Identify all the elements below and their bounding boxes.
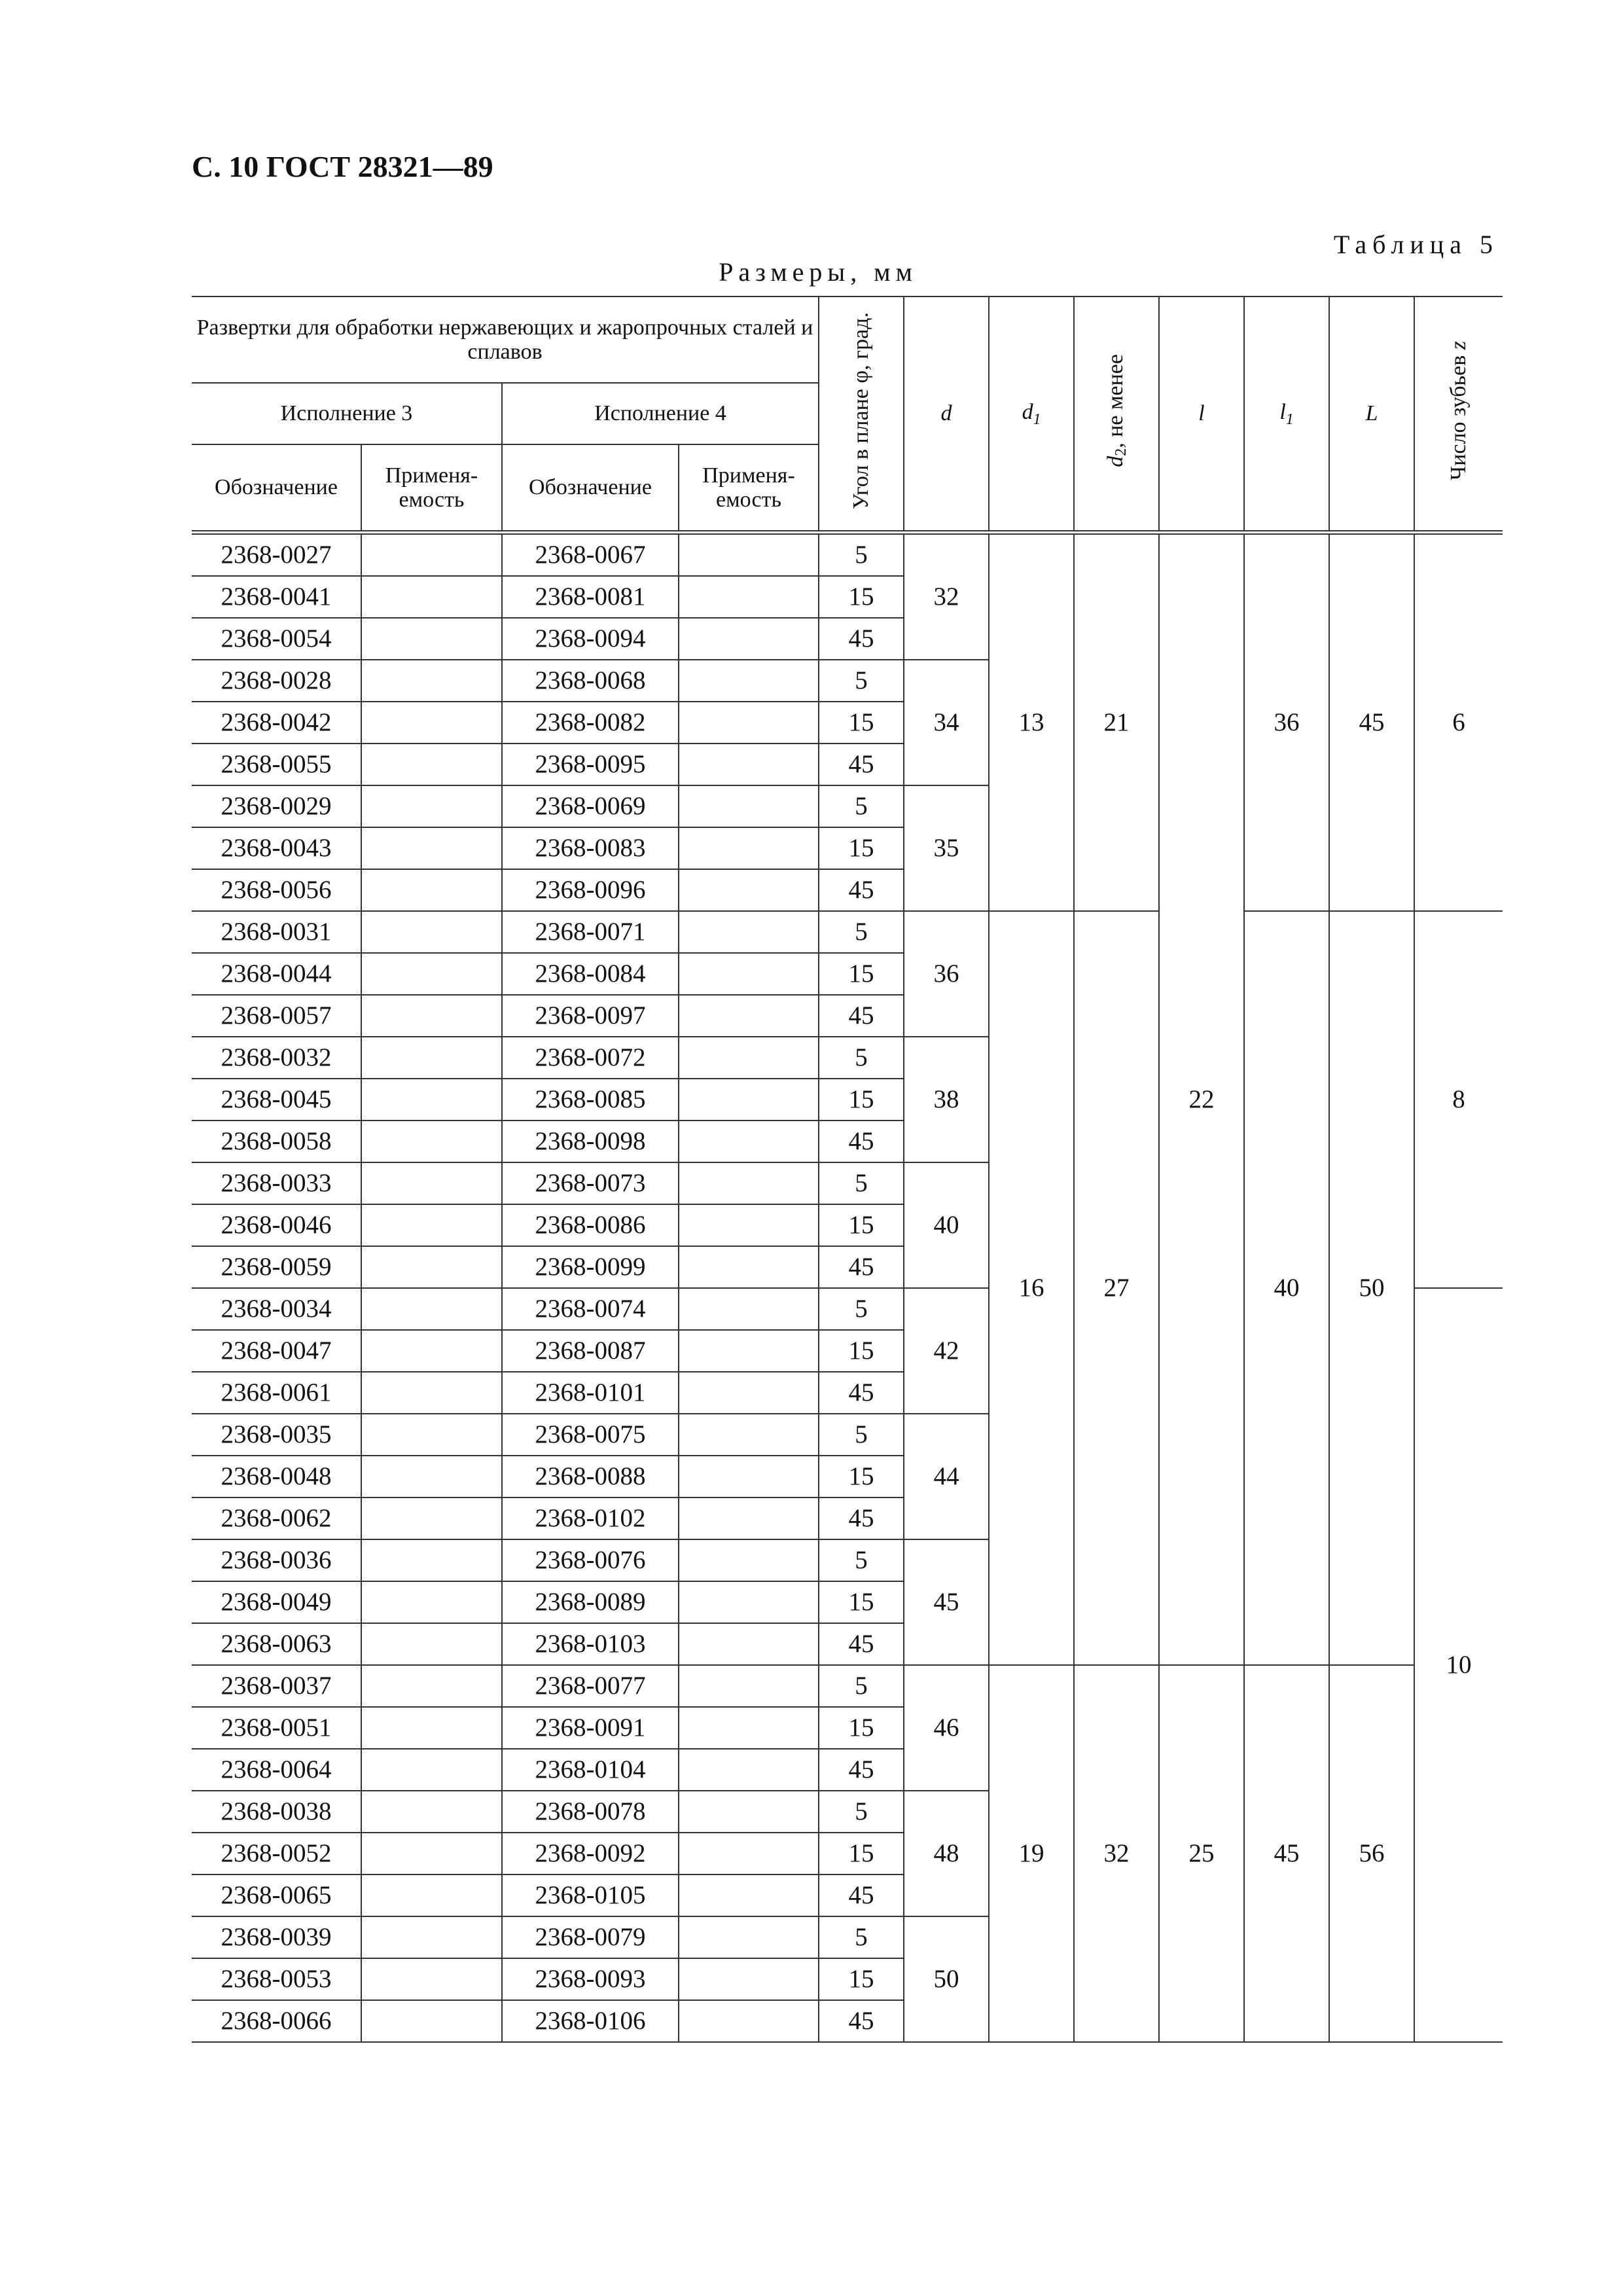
applicability-exec3-cell — [361, 533, 502, 577]
angle-cell: 15 — [819, 1456, 904, 1498]
header-designation-4: Обозначение — [502, 444, 679, 533]
designation-exec3-cell: 2368-0059 — [192, 1246, 361, 1288]
designation-exec4-cell: 2368-0096 — [502, 869, 679, 911]
designation-exec4-cell: 2368-0082 — [502, 702, 679, 744]
d1-value-cell: 19 — [989, 1665, 1074, 2042]
angle-cell: 5 — [819, 660, 904, 702]
applicability-exec3-cell — [361, 1414, 502, 1456]
l-value-cell: 25 — [1159, 1665, 1244, 2042]
designation-exec3-cell: 2368-0043 — [192, 827, 361, 869]
header-L: L — [1329, 296, 1414, 533]
designation-exec3-cell: 2368-0057 — [192, 995, 361, 1037]
applicability-exec4-cell — [679, 1456, 819, 1498]
applicability-exec4-cell — [679, 1121, 819, 1162]
designation-exec3-cell: 2368-0066 — [192, 2000, 361, 2042]
applicability-exec4-cell — [679, 1749, 819, 1791]
designation-exec3-cell: 2368-0032 — [192, 1037, 361, 1079]
designation-exec3-cell: 2368-0061 — [192, 1372, 361, 1414]
angle-cell: 5 — [819, 1916, 904, 1958]
applicability-exec3-cell — [361, 1330, 502, 1372]
applicability-exec4-cell — [679, 1623, 819, 1665]
designation-exec3-cell: 2368-0039 — [192, 1916, 361, 1958]
applicability-exec3-cell — [361, 1288, 502, 1330]
angle-cell: 45 — [819, 1121, 904, 1162]
applicability-exec3-cell — [361, 1079, 502, 1121]
designation-exec4-cell: 2368-0095 — [502, 744, 679, 785]
header-l1: $l_1$ — [1244, 296, 1329, 533]
angle-cell: 5 — [819, 1665, 904, 1707]
applicability-exec3-cell — [361, 1162, 502, 1204]
applicability-exec4-cell — [679, 660, 819, 702]
designation-exec3-cell: 2368-0062 — [192, 1498, 361, 1539]
applicability-exec3-cell — [361, 618, 502, 660]
applicability-exec4-cell — [679, 618, 819, 660]
applicability-exec4-cell — [679, 1414, 819, 1456]
l1-value-cell: 45 — [1244, 1665, 1329, 2042]
d-value-cell: 40 — [904, 1162, 989, 1288]
table-number-label: Таблица 5 — [1333, 230, 1499, 259]
angle-cell: 5 — [819, 1162, 904, 1204]
angle-cell: 15 — [819, 1581, 904, 1623]
designation-exec3-cell: 2368-0033 — [192, 1162, 361, 1204]
d2-value-cell: 32 — [1074, 1665, 1159, 2042]
designation-exec3-cell: 2368-0037 — [192, 1665, 361, 1707]
applicability-exec4-cell — [679, 1288, 819, 1330]
angle-cell: 45 — [819, 1246, 904, 1288]
designation-exec4-cell: 2368-0091 — [502, 1707, 679, 1749]
angle-cell: 45 — [819, 995, 904, 1037]
applicability-exec3-cell — [361, 869, 502, 911]
angle-cell: 15 — [819, 827, 904, 869]
angle-cell: 45 — [819, 869, 904, 911]
table-row — [192, 911, 1503, 953]
angle-cell: 15 — [819, 702, 904, 744]
L-value-cell: 45 — [1329, 533, 1414, 912]
applicability-exec3-cell — [361, 953, 502, 995]
applicability-exec3-cell — [361, 1665, 502, 1707]
designation-exec4-cell: 2368-0101 — [502, 1372, 679, 1414]
applicability-exec4-cell — [679, 953, 819, 995]
applicability-exec3-cell — [361, 1037, 502, 1079]
applicability-exec3-cell — [361, 1121, 502, 1162]
angle-cell: 45 — [819, 1623, 904, 1665]
applicability-exec3-cell — [361, 744, 502, 785]
header-exec4: Исполнение 4 — [502, 383, 819, 444]
applicability-exec3-cell — [361, 576, 502, 618]
d-value-cell: 50 — [904, 1916, 989, 2042]
d-value-cell: 48 — [904, 1791, 989, 1916]
l1-value-cell: 40 — [1244, 911, 1329, 1665]
designation-exec4-cell: 2368-0106 — [502, 2000, 679, 2042]
designation-exec4-cell: 2368-0067 — [502, 533, 679, 577]
angle-cell: 45 — [819, 1372, 904, 1414]
applicability-exec4-cell — [679, 1372, 819, 1414]
designation-exec3-cell: 2368-0031 — [192, 911, 361, 953]
designation-exec3-cell: 2368-0053 — [192, 1958, 361, 2000]
designation-exec4-cell: 2368-0087 — [502, 1330, 679, 1372]
designation-exec3-cell: 2368-0063 — [192, 1623, 361, 1665]
designation-exec4-cell: 2368-0099 — [502, 1246, 679, 1288]
applicability-exec3-cell — [361, 1246, 502, 1288]
designation-exec3-cell: 2368-0036 — [192, 1539, 361, 1581]
designation-exec4-cell: 2368-0093 — [502, 1958, 679, 2000]
angle-cell: 45 — [819, 1749, 904, 1791]
designation-exec4-cell: 2368-0076 — [502, 1539, 679, 1581]
angle-cell: 15 — [819, 1204, 904, 1246]
angle-cell: 45 — [819, 2000, 904, 2042]
designation-exec3-cell: 2368-0056 — [192, 869, 361, 911]
table-body — [192, 533, 1503, 2043]
d1-value-cell: 13 — [989, 533, 1074, 912]
page-header: С. 10 ГОСТ 28321—89 — [192, 150, 493, 183]
header-teeth: Число зубьев z — [1414, 296, 1503, 533]
applicability-exec4-cell — [679, 1665, 819, 1707]
applicability-exec4-cell — [679, 1204, 819, 1246]
header-d: d — [904, 296, 989, 533]
designation-exec4-cell: 2368-0077 — [502, 1665, 679, 1707]
header-designation-3: Обозначение — [192, 444, 361, 533]
angle-cell: 5 — [819, 1539, 904, 1581]
header-d1: $d_1$ — [989, 296, 1074, 533]
applicability-exec4-cell — [679, 1539, 819, 1581]
z-value-cell: 6 — [1414, 533, 1503, 912]
l1-value-cell: 36 — [1244, 533, 1329, 912]
designation-exec3-cell: 2368-0028 — [192, 660, 361, 702]
designation-exec3-cell: 2368-0035 — [192, 1414, 361, 1456]
header-applicability-4: Применя- емость — [679, 444, 819, 533]
applicability-exec3-cell — [361, 911, 502, 953]
applicability-exec3-cell — [361, 1749, 502, 1791]
designation-exec3-cell: 2368-0045 — [192, 1079, 361, 1121]
applicability-exec4-cell — [679, 1791, 819, 1833]
designation-exec4-cell: 2368-0104 — [502, 1749, 679, 1791]
d-value-cell: 34 — [904, 660, 989, 785]
d2-value-cell: 21 — [1074, 533, 1159, 912]
d-value-cell: 32 — [904, 533, 989, 660]
applicability-exec4-cell — [679, 995, 819, 1037]
applicability-exec4-cell — [679, 1916, 819, 1958]
designation-exec3-cell: 2368-0052 — [192, 1833, 361, 1874]
header-l: l — [1159, 296, 1244, 533]
designation-exec4-cell: 2368-0089 — [502, 1581, 679, 1623]
designation-exec4-cell: 2368-0081 — [502, 576, 679, 618]
L-value-cell: 56 — [1329, 1665, 1414, 2042]
applicability-exec3-cell — [361, 1833, 502, 1874]
designation-exec4-cell: 2368-0069 — [502, 785, 679, 827]
d2-value-cell: 27 — [1074, 911, 1159, 1665]
d-value-cell: 38 — [904, 1037, 989, 1162]
angle-cell: 5 — [819, 1037, 904, 1079]
applicability-exec4-cell — [679, 827, 819, 869]
designation-exec3-cell: 2368-0054 — [192, 618, 361, 660]
angle-cell: 15 — [819, 576, 904, 618]
designation-exec4-cell: 2368-0068 — [502, 660, 679, 702]
d-value-cell: 42 — [904, 1288, 989, 1414]
angle-cell: 5 — [819, 1791, 904, 1833]
designation-exec4-cell: 2368-0102 — [502, 1498, 679, 1539]
angle-cell: 5 — [819, 533, 904, 577]
designation-exec4-cell: 2368-0105 — [502, 1874, 679, 1916]
designation-exec3-cell: 2368-0027 — [192, 533, 361, 577]
applicability-exec3-cell — [361, 1204, 502, 1246]
d-value-cell: 46 — [904, 1665, 989, 1791]
designation-exec3-cell: 2368-0051 — [192, 1707, 361, 1749]
applicability-exec4-cell — [679, 2000, 819, 2042]
angle-cell: 15 — [819, 1079, 904, 1121]
applicability-exec4-cell — [679, 1162, 819, 1204]
dimensions-table — [192, 296, 1503, 2043]
applicability-exec4-cell — [679, 1498, 819, 1539]
header-exec3: Исполнение 3 — [192, 383, 502, 444]
applicability-exec3-cell — [361, 1916, 502, 1958]
designation-exec3-cell: 2368-0044 — [192, 953, 361, 995]
applicability-exec3-cell — [361, 1707, 502, 1749]
applicability-exec4-cell — [679, 744, 819, 785]
applicability-exec4-cell — [679, 1874, 819, 1916]
designation-exec4-cell: 2368-0078 — [502, 1791, 679, 1833]
units-label: Размеры, мм — [719, 257, 918, 287]
designation-exec4-cell: 2368-0073 — [502, 1162, 679, 1204]
applicability-exec3-cell — [361, 995, 502, 1037]
header-d2: $d_2$, не менее — [1074, 296, 1159, 533]
applicability-exec4-cell — [679, 576, 819, 618]
z-value-cell: 10 — [1414, 1288, 1503, 2042]
designation-exec4-cell: 2368-0086 — [502, 1204, 679, 1246]
applicability-exec4-cell — [679, 911, 819, 953]
header-group: Развертки для обработки нержавеющих и жаропрочных сталей и сплавов — [192, 296, 819, 383]
angle-cell: 15 — [819, 953, 904, 995]
applicability-exec4-cell — [679, 1037, 819, 1079]
designation-exec4-cell: 2368-0085 — [502, 1079, 679, 1121]
applicability-exec4-cell — [679, 1246, 819, 1288]
applicability-exec3-cell — [361, 785, 502, 827]
applicability-exec4-cell — [679, 1958, 819, 2000]
table-row — [192, 1665, 1503, 1707]
applicability-exec3-cell — [361, 660, 502, 702]
designation-exec3-cell: 2368-0038 — [192, 1791, 361, 1833]
applicability-exec4-cell — [679, 702, 819, 744]
l-value-cell: 22 — [1159, 533, 1244, 1666]
applicability-exec3-cell — [361, 1498, 502, 1539]
applicability-exec4-cell — [679, 869, 819, 911]
designation-exec3-cell: 2368-0049 — [192, 1581, 361, 1623]
designation-exec4-cell: 2368-0103 — [502, 1623, 679, 1665]
angle-cell: 5 — [819, 785, 904, 827]
designation-exec3-cell: 2368-0041 — [192, 576, 361, 618]
designation-exec4-cell: 2368-0094 — [502, 618, 679, 660]
applicability-exec3-cell — [361, 1539, 502, 1581]
designation-exec4-cell: 2368-0083 — [502, 827, 679, 869]
table-row — [192, 533, 1503, 577]
d-value-cell: 45 — [904, 1539, 989, 1665]
designation-exec3-cell: 2368-0047 — [192, 1330, 361, 1372]
applicability-exec3-cell — [361, 1581, 502, 1623]
d1-value-cell: 16 — [989, 911, 1074, 1665]
z-value-cell: 8 — [1414, 911, 1503, 1288]
designation-exec3-cell: 2368-0065 — [192, 1874, 361, 1916]
designation-exec4-cell: 2368-0092 — [502, 1833, 679, 1874]
applicability-exec3-cell — [361, 1623, 502, 1665]
angle-cell: 45 — [819, 1498, 904, 1539]
designation-exec4-cell: 2368-0072 — [502, 1037, 679, 1079]
applicability-exec3-cell — [361, 827, 502, 869]
applicability-exec4-cell — [679, 533, 819, 577]
designation-exec3-cell: 2368-0055 — [192, 744, 361, 785]
angle-cell: 5 — [819, 911, 904, 953]
applicability-exec4-cell — [679, 1581, 819, 1623]
angle-cell: 15 — [819, 1707, 904, 1749]
applicability-exec3-cell — [361, 1791, 502, 1833]
designation-exec4-cell: 2368-0098 — [502, 1121, 679, 1162]
designation-exec3-cell: 2368-0029 — [192, 785, 361, 827]
applicability-exec4-cell — [679, 785, 819, 827]
designation-exec4-cell: 2368-0088 — [502, 1456, 679, 1498]
applicability-exec3-cell — [361, 1372, 502, 1414]
angle-cell: 5 — [819, 1414, 904, 1456]
designation-exec3-cell: 2368-0048 — [192, 1456, 361, 1498]
d-value-cell: 44 — [904, 1414, 989, 1539]
applicability-exec3-cell — [361, 2000, 502, 2042]
angle-cell: 15 — [819, 1833, 904, 1874]
designation-exec4-cell: 2368-0071 — [502, 911, 679, 953]
designation-exec3-cell: 2368-0058 — [192, 1121, 361, 1162]
applicability-exec4-cell — [679, 1330, 819, 1372]
designation-exec4-cell: 2368-0074 — [502, 1288, 679, 1330]
L-value-cell: 50 — [1329, 911, 1414, 1665]
d-value-cell: 36 — [904, 911, 989, 1037]
angle-cell: 45 — [819, 1874, 904, 1916]
angle-cell: 15 — [819, 1958, 904, 2000]
designation-exec3-cell: 2368-0042 — [192, 702, 361, 744]
applicability-exec4-cell — [679, 1833, 819, 1874]
header-applicability-3: Применя- емость — [361, 444, 502, 533]
applicability-exec3-cell — [361, 1874, 502, 1916]
applicability-exec3-cell — [361, 1958, 502, 2000]
designation-exec3-cell: 2368-0046 — [192, 1204, 361, 1246]
applicability-exec4-cell — [679, 1079, 819, 1121]
applicability-exec3-cell — [361, 702, 502, 744]
designation-exec3-cell: 2368-0064 — [192, 1749, 361, 1791]
d-value-cell: 35 — [904, 785, 989, 911]
designation-exec3-cell: 2368-0034 — [192, 1288, 361, 1330]
designation-exec4-cell: 2368-0075 — [502, 1414, 679, 1456]
angle-cell: 15 — [819, 1330, 904, 1372]
designation-exec4-cell: 2368-0097 — [502, 995, 679, 1037]
angle-cell: 45 — [819, 744, 904, 785]
angle-cell: 5 — [819, 1288, 904, 1330]
designation-exec4-cell: 2368-0079 — [502, 1916, 679, 1958]
designation-exec4-cell: 2368-0084 — [502, 953, 679, 995]
applicability-exec3-cell — [361, 1456, 502, 1498]
header-angle: Угол в плане φ, град. — [819, 296, 904, 533]
angle-cell: 45 — [819, 618, 904, 660]
applicability-exec4-cell — [679, 1707, 819, 1749]
